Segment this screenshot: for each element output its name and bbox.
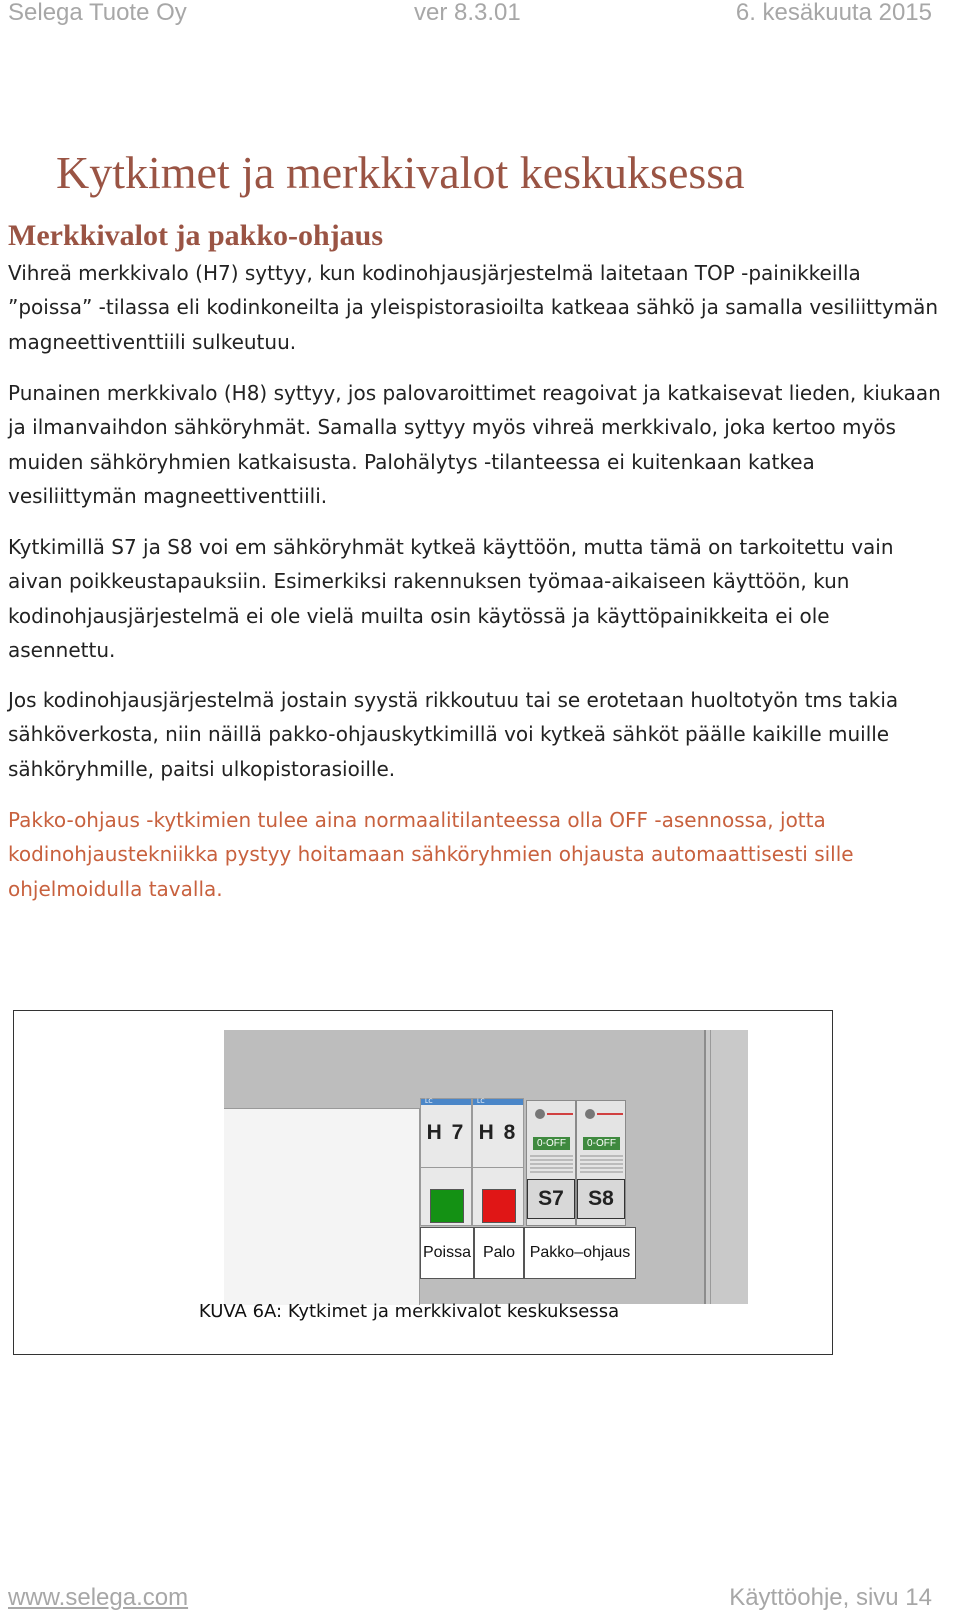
warning-paragraph: Pakko-ohjaus -kytkimien tulee aina normaalitilanteessa olla OFF -asennossa, jotta kodinohjaustekniikka pystyy hoitamaan sähköryhmien ohjausta automaattisesti sille ohjelmoidulla tavalla. <box>8 808 854 901</box>
footer-link-wrap <box>8 1585 188 1611</box>
module-strip: LC <box>421 1099 471 1105</box>
tag-pakko-ohjaus: Pakko–ohjaus <box>524 1227 636 1279</box>
paragraph-h7: Vihreä merkkivalo (H7) syttyy, kun kodinohjausjärjestelmä laitetaan TOP -painikkeilla ”poissa” -tilassa eli kodinkoneilta ja yleispistorasioilta katkeaa sähkö ja samalla vesiliittymän magneettiventtiili sulkeutuu. <box>8 261 939 354</box>
switch-indicator <box>547 1113 573 1115</box>
switch-s7 <box>526 1100 576 1226</box>
page-title: Kytkimet ja merkkivalot keskuksessa <box>56 147 745 198</box>
switch-knob-icon <box>535 1109 545 1119</box>
module-divider <box>473 1167 523 1168</box>
header-version: ver 8.3.01 <box>414 0 521 26</box>
lamp-label-h8: H 8 <box>478 1121 518 1144</box>
switch-s8 <box>576 1100 626 1226</box>
switch-label-s7: S7 <box>527 1179 575 1219</box>
tag-poissa: Poissa <box>420 1227 474 1279</box>
header-date: 6. kesäkuuta 2015 <box>735 0 932 26</box>
section-subtitle: Merkkivalot ja pakko-ohjaus <box>8 219 384 252</box>
switch-grille <box>530 1155 573 1173</box>
switch-state-s8: 0-OFF <box>583 1137 620 1150</box>
lamp-module-h7 <box>420 1098 472 1226</box>
header-company: Selega Tuote Oy <box>8 0 187 26</box>
switch-indicator <box>597 1113 623 1115</box>
switch-knob-icon <box>585 1109 595 1119</box>
switch-label-s8: S8 <box>577 1179 625 1219</box>
module-divider <box>421 1167 471 1168</box>
paragraph-h8: Punainen merkkivalo (H8) syttyy, jos palovaroittimet reagoivat ja katkaisevat lieden, kiukaan ja ilmanvaihdon sähköryhmät. Samalla syttyy myös vihreä merkkivalo, joka kertoo myös muiden sähköryhmien katkaisusta. Palohälytys -tilanteessa ei kuitenkaan katkea vesiliittymän magneettiventtiili. <box>8 381 941 508</box>
footer-page-number: Käyttöohje, sivu 14 <box>729 1584 932 1611</box>
switch-grille <box>580 1155 623 1173</box>
switch-state-s7: 0-OFF <box>533 1137 570 1150</box>
module-strip: LC <box>473 1099 523 1105</box>
green-lamp-icon <box>430 1189 464 1223</box>
footer-website-link[interactable]: www.selega.com <box>8 1584 189 1611</box>
lamp-module-h8 <box>472 1098 524 1226</box>
lamp-label-h7: H 7 <box>426 1121 466 1144</box>
panel-background <box>224 1030 746 1304</box>
figure-caption: KUVA 6A: Kytkimet ja merkkivalot keskuksessa <box>198 1301 620 1322</box>
paragraph-s7-s8: Kytkimillä S7 ja S8 voi em sähköryhmät kytkeä käyttöön, mutta tämä on tarkoitettu vain aivan poikkeustapauksiin. Esimerkiksi rakennuksen työmaa-aikaiseen käyttöön, kun kodinohjausjärjestelmä ei ole vielä muilta osin käytössä ja käyttöpainikkeita ei ole asennettu. <box>8 535 894 662</box>
rail-edge <box>710 1030 711 1304</box>
red-lamp-icon <box>482 1189 516 1223</box>
tag-palo: Palo <box>474 1227 524 1279</box>
paragraph-failure: Jos kodinohjausjärjestelmä jostain syystä rikkoutuu tai se erotetaan huoltotyön tms takia sähköverkosta, niin näillä pakko-ohjauskytkimillä voi kytkeä sähköt päälle kaikille muille sähköryhmille, paitsi ulkopistorasioille. <box>8 688 899 781</box>
figure-switch-panel <box>13 1010 833 1355</box>
panel-cover <box>224 1108 420 1305</box>
